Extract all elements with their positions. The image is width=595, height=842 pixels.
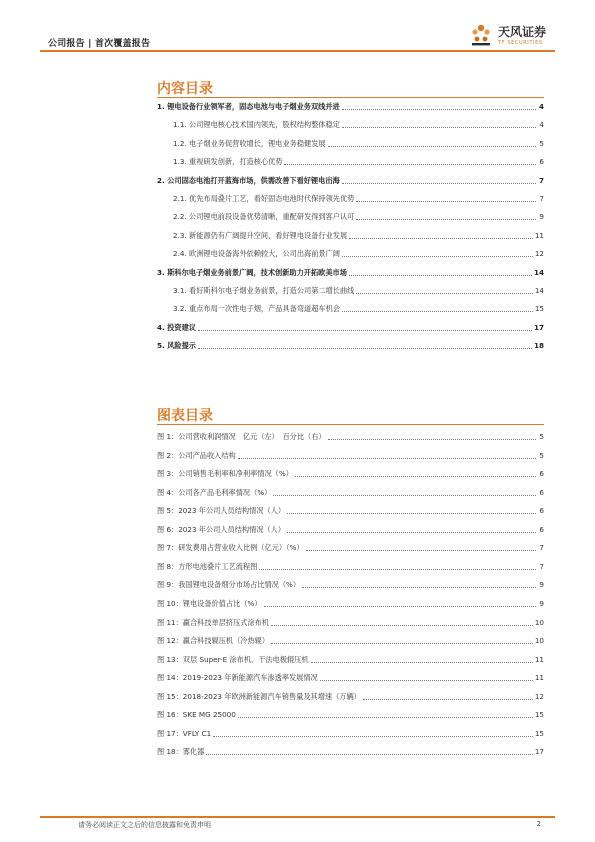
figure-entry-page: 9 [539, 598, 544, 608]
figure-leader-dots [287, 532, 536, 533]
toc-entry-page: 5 [539, 138, 544, 148]
toc-leader-dots [349, 275, 532, 276]
figure-entry-page: 9 [539, 580, 544, 590]
toc-entry[interactable] [157, 267, 544, 279]
toc-entry-label: 3. 斯科尔电子烟业务前景广阔，技术创新助力开拓欧美市场 [157, 267, 347, 277]
toc-entry-page: 14 [534, 286, 544, 295]
figure-entry-label: 图 6：2023 年公司人员结构情况（人） [157, 524, 286, 534]
figure-entry[interactable] [157, 746, 544, 758]
figure-leader-dots [259, 569, 536, 570]
figure-list-title-rule [157, 424, 544, 425]
figure-entry-page: 6 [539, 524, 544, 534]
toc-entry[interactable] [157, 101, 544, 113]
toc-entry[interactable] [173, 248, 544, 260]
toc-entry-page: 4 [538, 102, 544, 111]
figure-entry[interactable] [157, 617, 544, 629]
toc-entry-label: 2.2. 公司锂电前段设备优势清晰，重配研发得到客户认可 [173, 212, 355, 222]
toc-entry-page: 7 [539, 194, 544, 203]
toc-leader-dots [328, 146, 536, 147]
figure-entry-page: 15 [534, 728, 544, 738]
toc-entry-page: 4 [539, 120, 544, 130]
figure-entry[interactable] [157, 450, 544, 462]
figure-list-title: 图表目录 [157, 408, 213, 424]
figure-entry-page: 6 [539, 487, 544, 497]
figure-leader-dots [320, 680, 533, 681]
toc-entry[interactable] [173, 193, 544, 205]
figure-entry-page: 6 [539, 506, 544, 516]
toc-entry-label: 2.3. 新能源仍有广阔提升空间，看好锂电设备行业发展 [173, 230, 348, 240]
figure-leader-dots [206, 754, 532, 755]
toc-entry[interactable] [173, 230, 544, 242]
figure-leader-dots [271, 643, 533, 644]
toc-leader-dots [198, 330, 532, 331]
toc-entry-page: 6 [539, 157, 544, 167]
figure-entry-label: 图 12：赢合科技辊压机（冷热辊） [157, 636, 270, 646]
toc-leader-dots [342, 183, 536, 184]
toc-leader-dots [356, 293, 533, 294]
toc-entry-label: 1.2. 电子烟业务促营收增长，锂电业务稳健发展 [173, 138, 326, 148]
figure-entry[interactable] [157, 691, 544, 703]
toc-leader-dots [342, 127, 536, 128]
figure-leader-dots [264, 606, 536, 607]
figure-entry-page: 10 [534, 636, 544, 646]
toc-entry-label: 4. 投资建议 [157, 322, 196, 332]
figure-entry-page: 15 [534, 710, 544, 720]
toc-entry-page: 14 [533, 267, 544, 277]
toc-leader-dots [356, 219, 536, 220]
toc-entry-page: 11 [534, 230, 544, 240]
figure-entry[interactable] [157, 487, 544, 499]
figure-entry-label: 图 1：公司营收利润情况 亿元（左） 百分比（右） [157, 432, 326, 441]
toc-entry[interactable] [173, 211, 544, 223]
toc-entry-page: 15 [534, 304, 544, 314]
toc-entry-label: 3.1. 看好斯科尔电子烟业务前景，打造公司第二增长曲线 [173, 286, 355, 295]
footer-disclaimer: 请务必阅读正文之后的信息披露和免责申明 [78, 821, 211, 829]
toc-entry[interactable] [157, 175, 544, 187]
figure-entry-page: 5 [539, 432, 544, 441]
toc-leader-dots [284, 164, 536, 165]
toc-entry-label: 1. 锂电设备行业领军者，固态电池与电子烟业务双线并进 [157, 102, 340, 111]
figure-entry[interactable] [157, 431, 544, 443]
figure-entry-page: 11 [534, 654, 544, 664]
toc-entry-label: 2.4. 欧洲锂电设备海外依赖较大，公司出海前景广阔 [173, 249, 340, 259]
figure-leader-dots [363, 699, 533, 700]
figure-entry[interactable] [157, 524, 544, 536]
toc-entry[interactable] [173, 156, 544, 168]
figure-entry-page: 17 [534, 747, 544, 757]
toc-entry[interactable] [157, 322, 544, 334]
company-logo [468, 20, 558, 50]
toc-entry[interactable] [157, 340, 544, 352]
figure-entry-label: 图 16：SKE MG 25000 [157, 710, 236, 720]
figure-leader-dots [287, 513, 536, 514]
toc-entry-page: 7 [538, 175, 544, 185]
toc-entry-label: 3.2. 重点布局一次性电子烟，产品具备弯道超车机会 [173, 304, 340, 314]
figure-entry-label: 图 2：公司产品收入结构 [157, 450, 236, 460]
toc-leader-dots [342, 311, 533, 312]
toc-title: 内容目录 [157, 81, 213, 97]
figure-entry[interactable] [157, 635, 544, 647]
figure-entry-label: 图 18：雾化器 [157, 747, 205, 757]
figure-leader-dots [328, 439, 536, 440]
header-divider [40, 50, 555, 52]
toc-leader-dots [342, 109, 536, 110]
toc-entry[interactable] [173, 303, 544, 315]
figure-entry-page: 7 [539, 561, 544, 571]
figure-entry-page: 6 [539, 469, 544, 479]
logo-petal-icon [468, 22, 494, 48]
toc-entry-label: 1.3. 重视研发创新，打造核心优势 [173, 157, 283, 167]
figure-entry[interactable] [157, 654, 544, 666]
figure-entry[interactable] [157, 709, 544, 721]
toc-entry-page: 9 [539, 212, 544, 222]
footer-divider [40, 816, 555, 818]
figure-entry-label: 图 3：公司销售毛利率和净利率情况（%） [157, 469, 293, 479]
toc-title-rule [157, 97, 544, 98]
report-type-label: 公司报告 | 首次覆盖报告 [48, 39, 151, 49]
figure-leader-dots [238, 717, 533, 718]
figure-entry-label: 图 9：我国锂电设备细分市场占比情况（%） [157, 580, 301, 590]
figure-entry-label: 图 8：方形电池叠片工艺流程图 [157, 561, 258, 571]
toc-entry-label: 2. 公司固态电池打开蓝海市场，供需改善下看好锂电出海 [157, 175, 340, 185]
figure-entry-label: 图 14：2019-2023 年新能源汽车渗透率发展情况 [157, 673, 318, 683]
toc-entry-label: 1.1. 公司锂电核心技术国内领先，股权结构整体稳定 [173, 120, 340, 130]
figure-entry-label: 图 15：2018-2023 年欧洲新能源汽车销售量及其增速（万辆） [157, 691, 361, 701]
toc-leader-dots [356, 201, 536, 202]
toc-entry-page: 12 [534, 249, 544, 259]
toc-entry-label: 5. 风险提示 [157, 341, 196, 351]
figure-entry-label: 图 5：2023 年公司人员结构情况（人） [157, 506, 286, 516]
logo-subtext: TF SECURITIES [498, 40, 543, 46]
figure-entry-page: 5 [539, 450, 544, 460]
figure-entry[interactable] [157, 505, 544, 517]
figure-entry[interactable] [157, 598, 544, 610]
toc-entry-page: 17 [533, 322, 544, 332]
figure-entry-page: 11 [534, 673, 544, 683]
toc-leader-dots [198, 348, 532, 349]
page-number: 2 [536, 820, 541, 828]
toc-entry[interactable] [173, 119, 544, 131]
figure-entry-label: 图 13：双层 Super-E 涂布机、干法电极辊压机 [157, 654, 309, 664]
figure-leader-dots [271, 625, 533, 626]
toc-entry-page: 18 [533, 341, 544, 351]
figure-entry-label: 图 4：公司各产品毛利率情况（%） [157, 487, 272, 497]
toc-entry-label: 2.1. 优先布局叠片工艺，看好固态电池时代保持领先优势 [173, 194, 355, 203]
figure-entry[interactable] [157, 728, 544, 740]
figure-entry[interactable] [157, 672, 544, 684]
figure-entry[interactable] [157, 468, 544, 480]
figure-leader-dots [238, 458, 536, 459]
toc-entry[interactable] [173, 138, 544, 150]
figure-entry-page: 12 [534, 691, 544, 701]
figure-entry-page: 10 [534, 617, 544, 627]
figure-leader-dots [213, 736, 533, 737]
figure-entry-page: 7 [539, 543, 544, 553]
figure-leader-dots [306, 550, 536, 551]
figure-entry[interactable] [157, 561, 544, 573]
figure-entry[interactable] [157, 579, 544, 591]
figure-entry-label: 图 11：赢合科技单层挤压式涂布机 [157, 617, 270, 627]
figure-entry-label: 图 10：锂电设备价值占比（%） [157, 598, 262, 608]
figure-leader-dots [273, 495, 536, 496]
toc-leader-dots [349, 238, 533, 239]
figure-entry-label: 图 7：研发费用占营业收入比例（亿元）（%） [157, 543, 304, 553]
toc-leader-dots [342, 256, 533, 257]
figure-entry-label: 图 17：VFLY C1 [157, 728, 212, 738]
figure-entry[interactable] [157, 542, 544, 554]
figure-leader-dots [295, 476, 536, 477]
figure-leader-dots [302, 587, 536, 588]
figure-leader-dots [311, 662, 533, 663]
logo-text: 天风证券 [498, 25, 547, 39]
toc-entry[interactable] [173, 285, 544, 297]
